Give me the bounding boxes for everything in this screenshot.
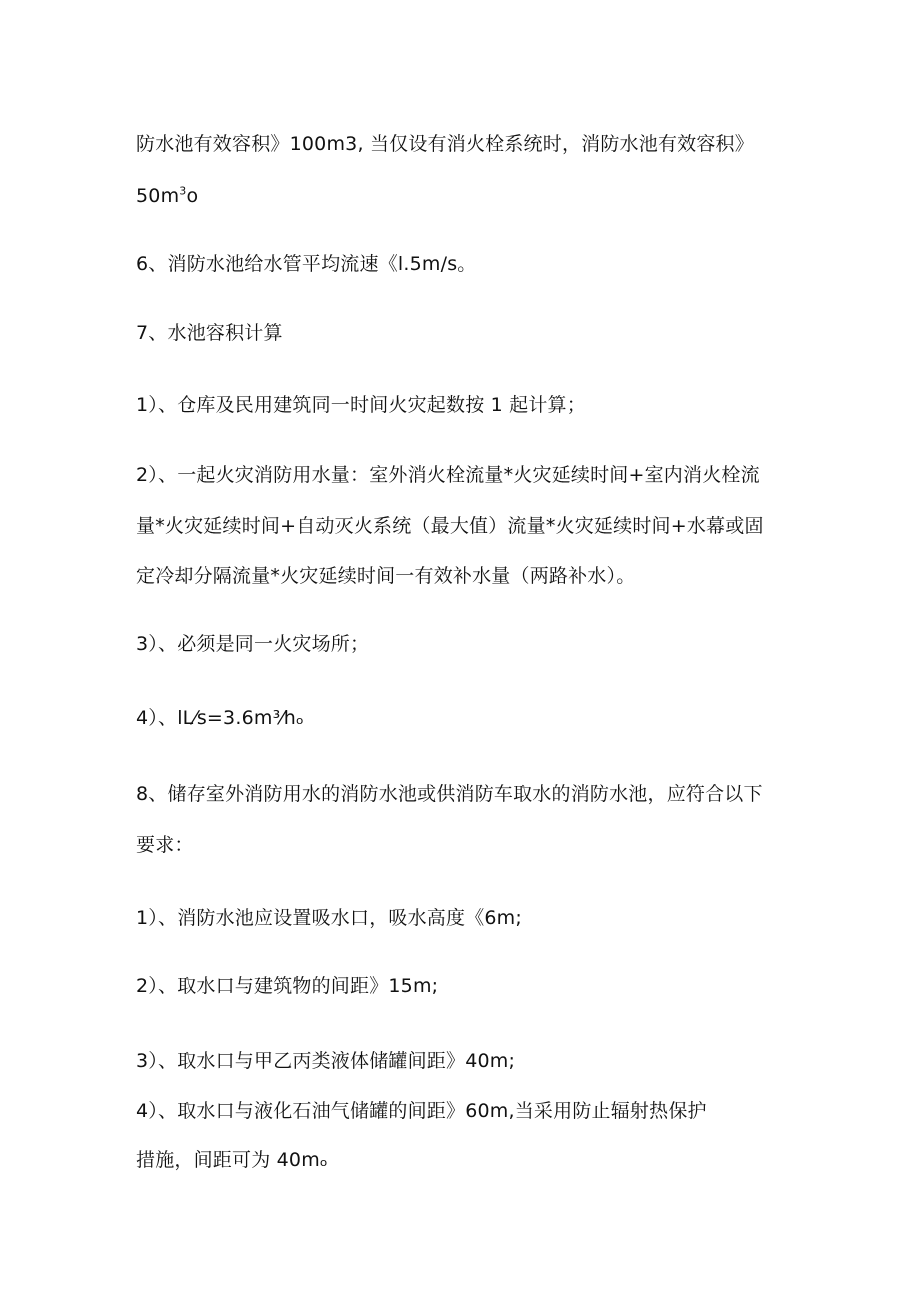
- subitem-7-3: 3）、必须是同一火灾场所；: [136, 633, 370, 655]
- item-8-line-2: 要求：: [136, 834, 194, 856]
- subitem-7-2-line-2: 量*火灾延续时间+自动灭火系统（最大值）流量*火灾延续时间+水幕或固: [136, 515, 764, 537]
- subitem-7-2-line-3: 定冷却分隔流量*火灾延续时间一有效补水量（两路补水）。: [136, 565, 636, 587]
- subitem-7-1: 1）、仓库及民用建筑同一时间火灾起数按 1 起计算；: [136, 394, 586, 416]
- subitem-8-4-line-2: 措施，间距可为 40mₒ: [136, 1149, 328, 1171]
- subitem-8-3: 3）、取水口与甲乙丙类液体储罐间距》40m;: [136, 1050, 516, 1072]
- subitem-7-4: 4）、lL⁄s=3.6m³⁄hₒ: [136, 707, 305, 729]
- subitem-8-1: 1）、消防水池应设置吸水口，吸水高度《6m;: [136, 907, 522, 929]
- subitem-8-4-line-1: 4）、取水口与液化石油气储罐的间距》60m,当采用防止辐射热保护: [136, 1100, 707, 1122]
- paragraph-line-1: 防水池有效容积》100m3, 当仅设有消火栓系统时，消防水池有效容积》: [136, 133, 754, 155]
- volume-value: 50m: [136, 185, 180, 207]
- subitem-8-2: 2）、取水口与建筑物的间距》15m;: [136, 975, 439, 997]
- item-7-heading: 7、水池容积计算: [136, 322, 283, 344]
- period-mark: o: [186, 185, 199, 207]
- item-6: 6、消防水池给水管平均流速《l.5m/s。: [136, 253, 477, 275]
- superscript: 3: [179, 184, 187, 198]
- subitem-7-2-line-1: 2）、一起火灾消防用水量：室外消火栓流量*火灾延续时间+室内消火栓流: [136, 464, 760, 486]
- paragraph-line-2: [136, 184, 198, 208]
- item-8-line-1: 8、储存室外消防用水的消防水池或供消防车取水的消防水池，应符合以下: [136, 783, 763, 805]
